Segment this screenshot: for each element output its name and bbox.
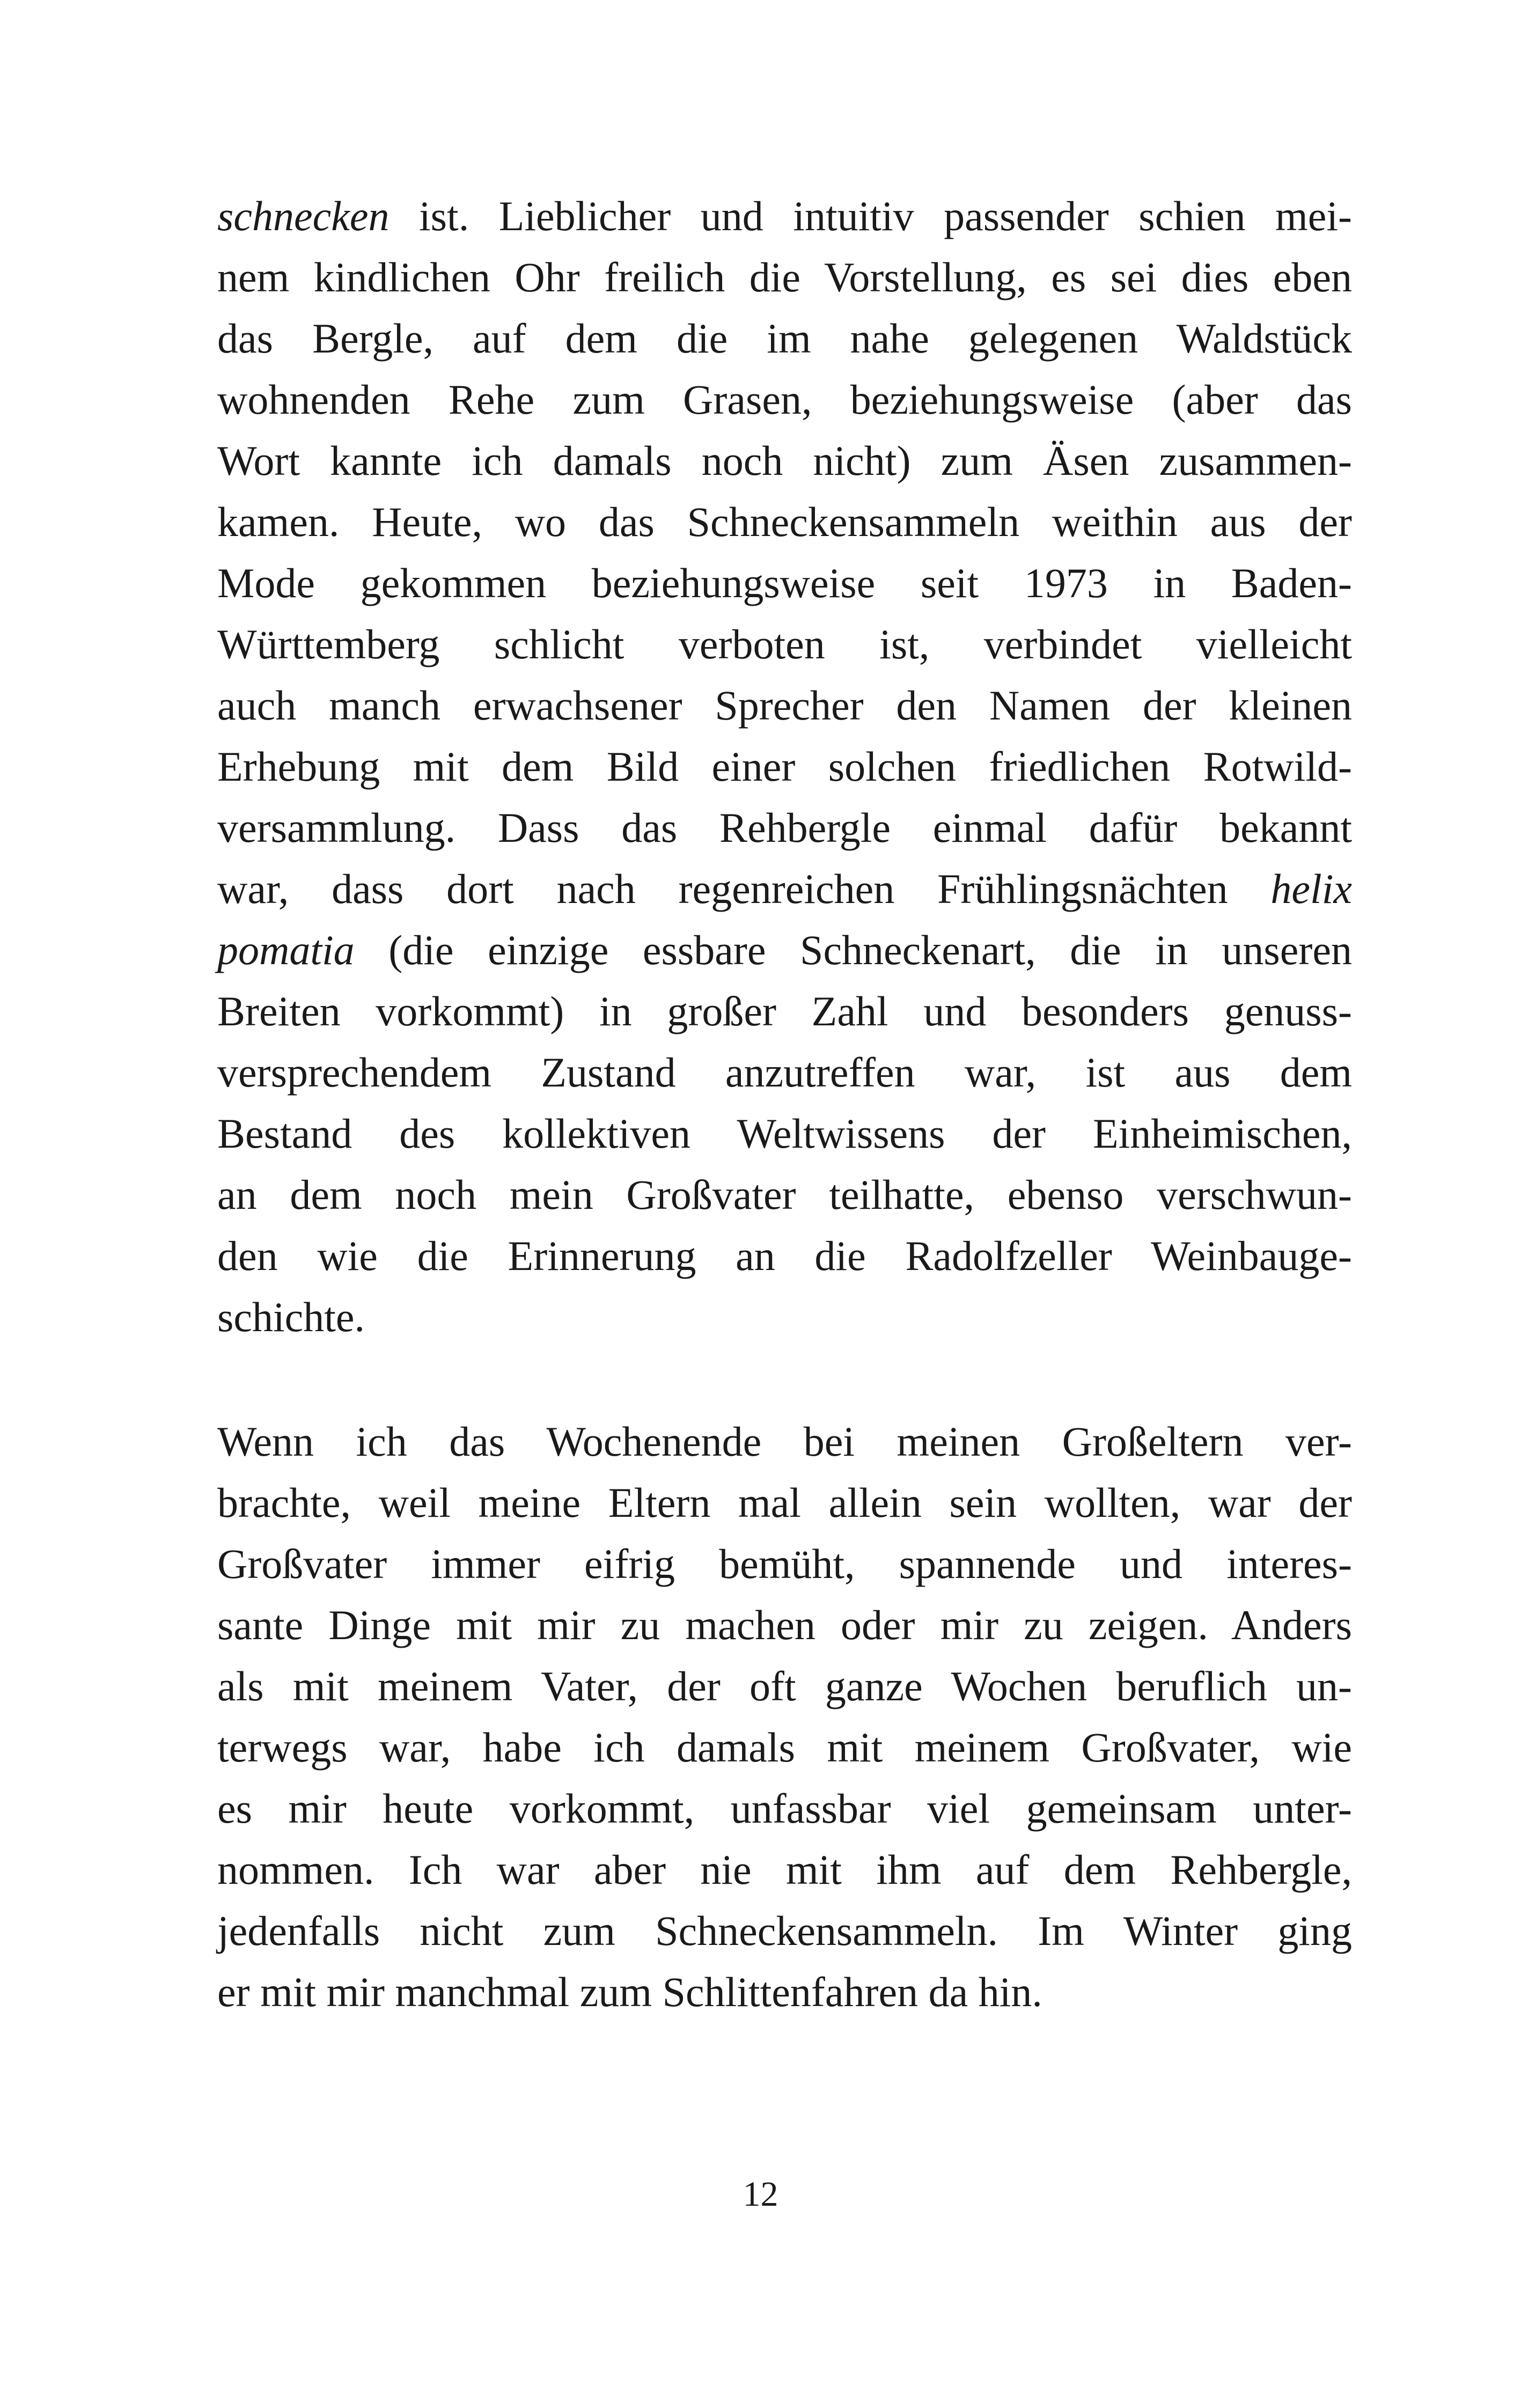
text-line: Wenn ich das Wochenende bei meinen Großeltern ver- bbox=[217, 1418, 1352, 1465]
text-line: kamen. Heute, wo das Schneckensammeln weithin aus der bbox=[217, 498, 1352, 545]
text-line: Großvater immer eifrig bemüht, spannende und interes- bbox=[217, 1540, 1352, 1587]
text-line: als mit meinem Vater, der oft ganze Wochen beruflich un- bbox=[217, 1663, 1352, 1709]
text-line: Wort kannte ich damals noch nicht) zum Äsen zusammen- bbox=[217, 437, 1352, 484]
text-line: den wie die Erinnerung an die Radolfzeller Weinbauge- bbox=[217, 1232, 1352, 1279]
text-line: versprechendem Zustand anzutreffen war, ist aus dem bbox=[217, 1049, 1352, 1096]
text-line: sante Dinge mit mir zu machen oder mir zu zeigen. Anders bbox=[217, 1602, 1352, 1648]
italic-word: helix bbox=[1270, 865, 1352, 912]
text-line: pomatia (die einzige essbare Schneckenart, die in unseren bbox=[217, 927, 1352, 973]
text-line: terwegs war, habe ich damals mit meinem Großvater, wie bbox=[217, 1724, 1352, 1771]
italic-word: schnecken bbox=[217, 193, 390, 239]
text-line: es mir heute vorkommt, unfassbar viel gemeinsam unter- bbox=[217, 1785, 1352, 1832]
text-line: Breiten vorkommt) in großer Zahl und besonders genuss- bbox=[217, 988, 1352, 1034]
text-line: Mode gekommen beziehungsweise seit 1973 in Baden- bbox=[217, 560, 1352, 606]
paragraph-1 bbox=[217, 186, 1352, 1348]
text-line: jedenfalls nicht zum Schneckensammeln. Im Winter ging bbox=[217, 1907, 1352, 1954]
text-line: Erhebung mit dem Bild einer solchen friedlichen Rotwild- bbox=[217, 743, 1352, 790]
text-line: schnecken ist. Lieblicher und intuitiv passender schien mei- bbox=[217, 193, 1352, 239]
text-line: auch manch erwachsener Sprecher den Namen der kleinen bbox=[217, 682, 1352, 729]
text-line: versammlung. Dass das Rehbergle einmal dafür bekannt bbox=[217, 804, 1352, 851]
text-line: er mit mir manchmal zum Schlittenfahren da hin. bbox=[217, 1969, 1042, 2015]
text-line: das Bergle, auf dem die im nahe gelegenen Waldstück bbox=[217, 315, 1352, 362]
page-number: 12 bbox=[743, 2175, 778, 2214]
text-line: an dem noch mein Großvater teilhatte, ebenso verschwun- bbox=[217, 1171, 1352, 1218]
text-line: Württemberg schlicht verboten ist, verbindet vielleicht bbox=[217, 621, 1352, 667]
text-line: Bestand des kollektiven Weltwissens der Einheimischen, bbox=[217, 1110, 1352, 1157]
text-line: nommen. Ich war aber nie mit ihm auf dem Rehbergle, bbox=[217, 1846, 1352, 1893]
italic-word: pomatia bbox=[217, 927, 355, 973]
text-line: wohnenden Rehe zum Grasen, beziehungsweise (aber das bbox=[217, 376, 1352, 423]
text-line: schichte. bbox=[217, 1294, 365, 1340]
text-line: nem kindlichen Ohr freilich die Vorstellung, es sei dies eben bbox=[217, 254, 1352, 300]
paragraph-2 bbox=[217, 1411, 1352, 2023]
text-line: brachte, weil meine Eltern mal allein sein wollten, war der bbox=[217, 1479, 1352, 1526]
text-line: war, dass dort nach regenreichen Frühlingsnächten helix bbox=[217, 865, 1352, 912]
